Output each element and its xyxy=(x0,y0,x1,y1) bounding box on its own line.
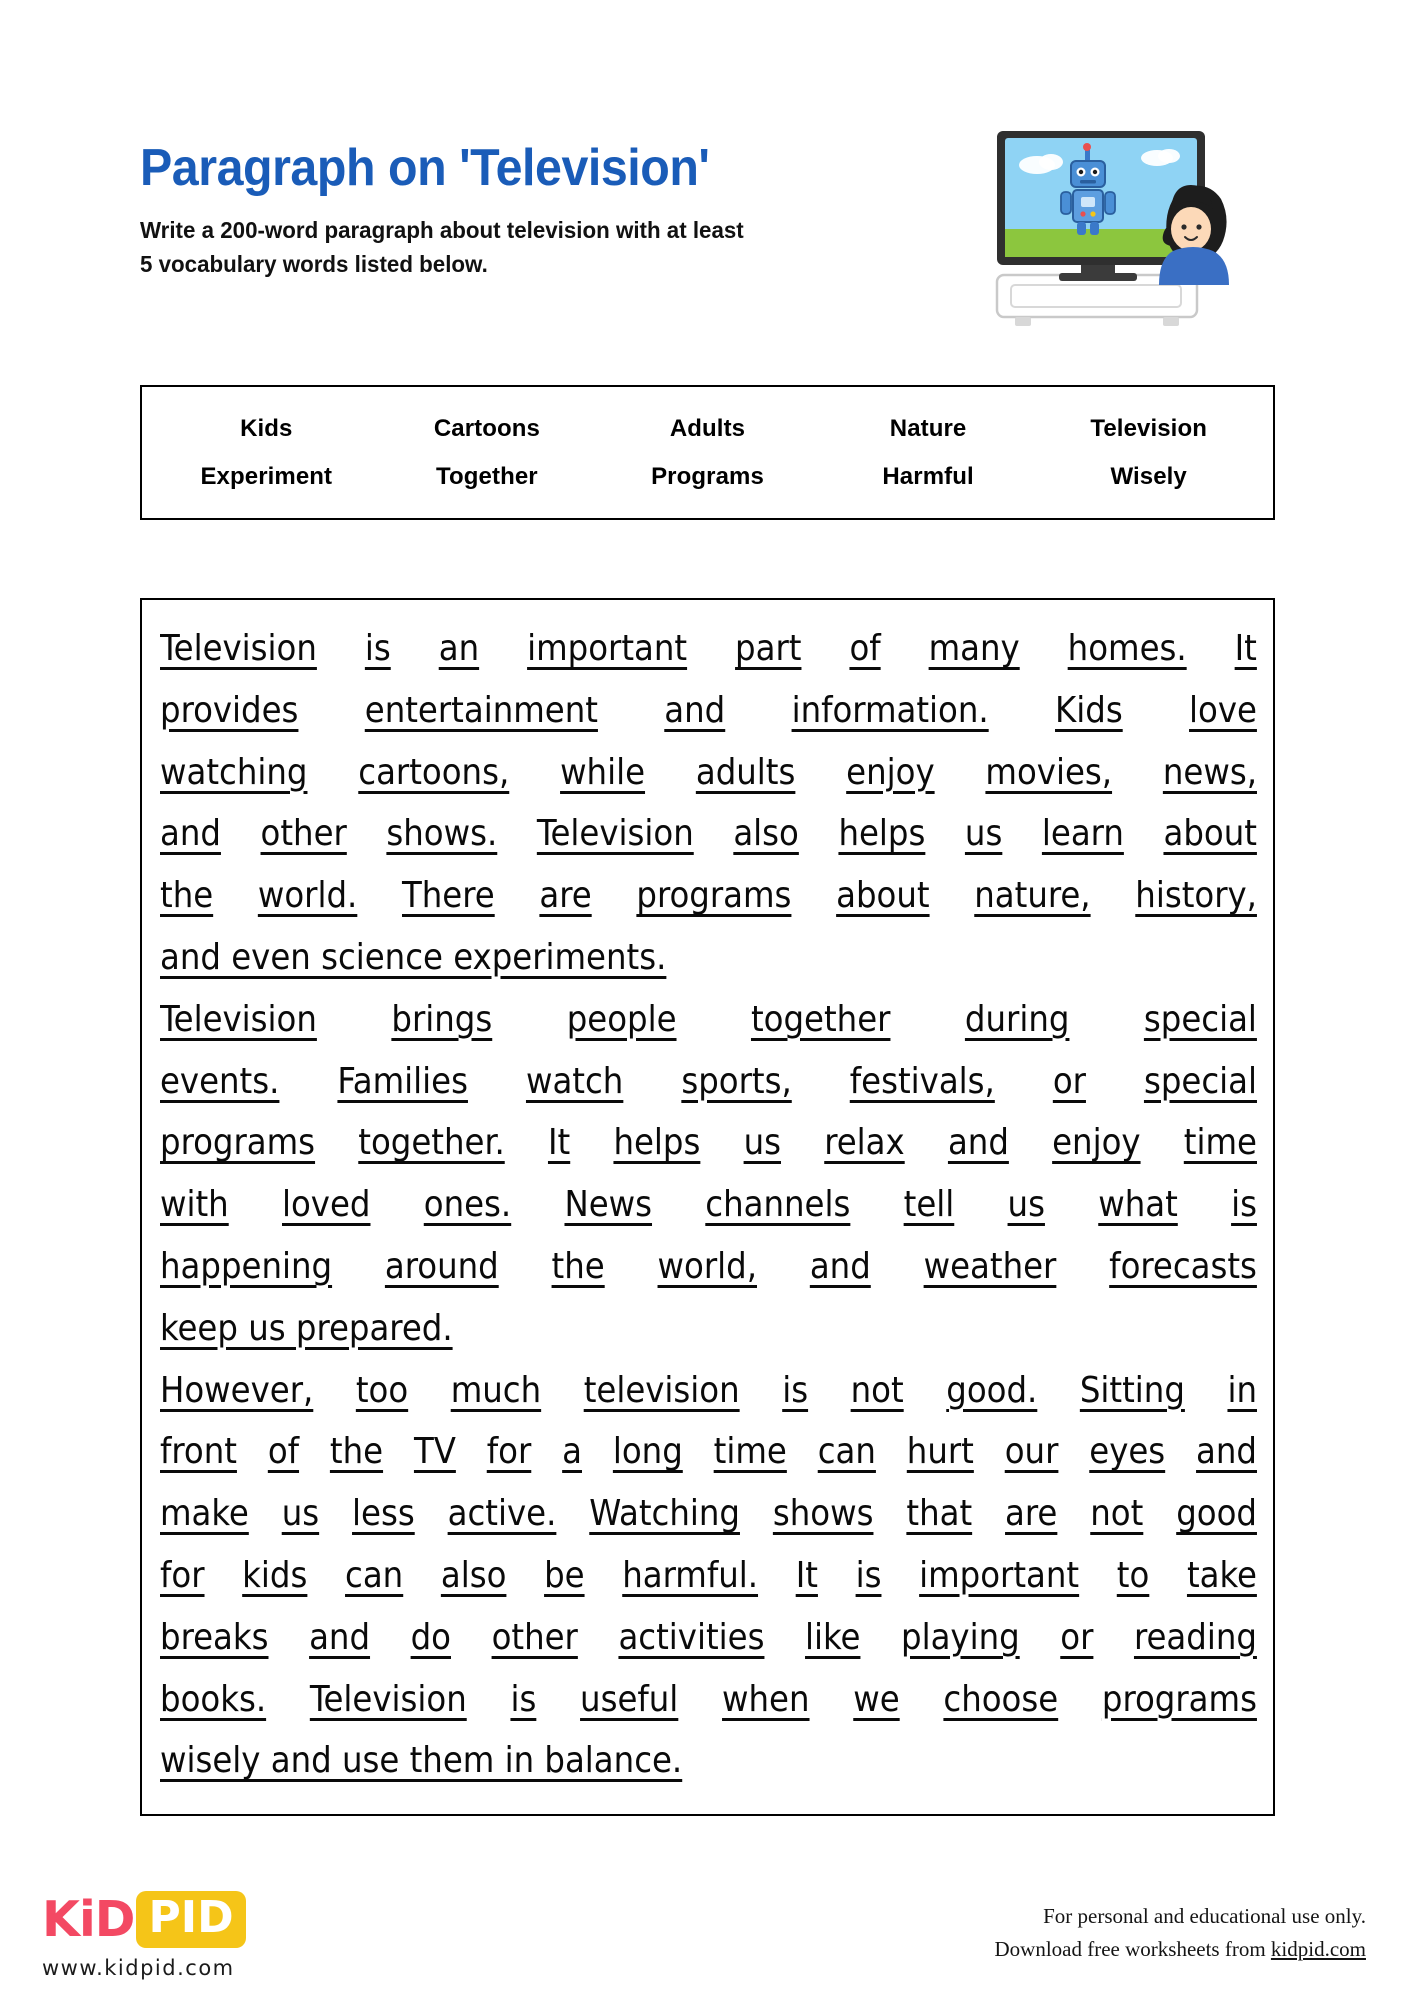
paragraph-word: and xyxy=(309,1616,371,1658)
paragraph-word: to xyxy=(1116,1554,1150,1596)
paragraph-line xyxy=(160,618,1257,680)
paragraph-word: about xyxy=(1163,813,1257,855)
paragraph-word: front xyxy=(160,1431,237,1473)
paragraph-word: playing xyxy=(901,1616,1020,1658)
paragraph-word: or xyxy=(1052,1060,1086,1102)
paragraph-line xyxy=(160,1112,1257,1174)
paragraph-word: homes. xyxy=(1067,628,1187,669)
paragraph-word: shows. xyxy=(386,813,498,855)
vocabulary-row xyxy=(142,415,1273,443)
paragraph-line xyxy=(160,1174,1257,1236)
paragraph-word: good xyxy=(1176,1493,1257,1535)
instructions-line-1: Write a 200-word paragraph about television with at least xyxy=(140,217,744,244)
paragraph-word: breaks xyxy=(160,1616,269,1658)
paragraph-word: Television xyxy=(309,1678,467,1720)
paragraph-word: are xyxy=(539,875,592,917)
paragraph-text xyxy=(160,618,1257,1792)
paragraph-word: harmful. xyxy=(622,1554,759,1596)
paragraph-line xyxy=(160,1483,1257,1545)
paragraph-word: Kids xyxy=(1055,689,1123,731)
paragraph-word: reading xyxy=(1133,1616,1257,1658)
instructions-line-2: 5 vocabulary words listed below. xyxy=(140,251,488,278)
paragraph-line xyxy=(160,989,1257,1051)
vocabulary-word: Experiment xyxy=(200,462,333,490)
paragraph-word: be xyxy=(544,1554,585,1596)
paragraph-word: an xyxy=(438,628,480,669)
paragraph-word: entertainment xyxy=(364,689,598,731)
paragraph-word: much xyxy=(450,1369,542,1411)
paragraph-word: shows xyxy=(772,1493,874,1535)
paragraph-word: is xyxy=(855,1554,882,1596)
paragraph-word: books. xyxy=(160,1678,267,1720)
paragraph-word: during xyxy=(964,998,1070,1040)
paragraph-word: provides xyxy=(160,689,299,731)
paragraph-word: together. xyxy=(358,1122,505,1164)
paragraph-word: TV xyxy=(413,1431,456,1473)
paragraph-word: sports, xyxy=(681,1060,792,1102)
paragraph-word: adults xyxy=(695,751,796,793)
paragraph-line xyxy=(160,1236,1257,1298)
television-illustration xyxy=(985,125,1255,340)
paragraph-word: choose xyxy=(943,1678,1059,1720)
paragraph-word: Sitting xyxy=(1079,1369,1185,1411)
paragraph-word: when xyxy=(722,1678,810,1720)
paragraph-word: special xyxy=(1143,998,1257,1040)
paragraph-word: what xyxy=(1098,1184,1178,1226)
paragraph-word: relax xyxy=(824,1122,905,1164)
paragraph-line xyxy=(160,1421,1257,1483)
paragraph-word: kids xyxy=(242,1554,308,1596)
paragraph-line xyxy=(160,1545,1257,1607)
paragraph-word: around xyxy=(384,1245,499,1287)
paragraph-word: television xyxy=(583,1369,740,1411)
paragraph-word: helps xyxy=(613,1122,701,1164)
paragraph-word: important xyxy=(919,1554,1080,1596)
paragraph-word: world, xyxy=(657,1245,757,1287)
vocabulary-word: Television xyxy=(1090,414,1207,442)
paragraph-word: ones. xyxy=(423,1184,512,1226)
paragraph-word: and xyxy=(160,813,221,855)
paragraph-word: like xyxy=(805,1616,861,1658)
paragraph-word: our xyxy=(1004,1431,1059,1473)
paragraph-word: also xyxy=(440,1554,507,1596)
paragraph-word: learn xyxy=(1041,813,1124,855)
paragraph-line xyxy=(160,1298,1257,1360)
paragraph-word: are xyxy=(1005,1493,1058,1535)
paragraph-word: in xyxy=(1227,1369,1257,1411)
paragraph-word: also xyxy=(733,813,799,855)
paragraph-line xyxy=(160,1360,1257,1422)
paragraph-word: time xyxy=(1183,1122,1257,1164)
paragraph-word: helps xyxy=(838,813,926,855)
paragraph-word: part xyxy=(735,628,802,669)
vocabulary-word: Adults xyxy=(669,414,746,442)
paragraph-word: tell xyxy=(903,1184,955,1226)
paragraph-word: other xyxy=(260,813,347,855)
page-instructions xyxy=(140,213,929,281)
paragraph-word: special xyxy=(1143,1060,1257,1102)
paragraph-line xyxy=(160,1669,1257,1731)
paragraph-word: together xyxy=(750,998,891,1040)
paragraph-word: do xyxy=(410,1616,451,1658)
paragraph-word: good. xyxy=(946,1369,1038,1411)
paragraph-word: us xyxy=(281,1493,320,1535)
paragraph-line xyxy=(160,1730,1257,1792)
paragraph-word: events. xyxy=(160,1060,280,1102)
paragraph-word: make xyxy=(160,1493,249,1535)
paragraph-word: It xyxy=(795,1554,818,1596)
paragraph-word: take xyxy=(1186,1554,1257,1596)
paragraph-word: not xyxy=(850,1369,904,1411)
paragraph-line xyxy=(160,1607,1257,1669)
paragraph-word: festivals, xyxy=(849,1060,995,1102)
paragraph-word: not xyxy=(1090,1493,1144,1535)
paragraph-word: forecasts xyxy=(1109,1245,1257,1287)
paragraph-word: keep us prepared. xyxy=(160,1307,453,1349)
paragraph-word: and xyxy=(809,1245,871,1287)
paragraph-word: activities xyxy=(618,1616,765,1658)
kidpid-link[interactable]: kidpid.com xyxy=(1270,1936,1366,1961)
paragraph-word: hurt xyxy=(906,1431,974,1473)
paragraph-word: other xyxy=(491,1616,578,1658)
vocabulary-word: Kids xyxy=(240,414,293,442)
paragraph-word: Television xyxy=(536,813,694,855)
paragraph-word: while xyxy=(560,751,646,793)
paragraph-word: world. xyxy=(257,875,358,917)
paragraph-answer-box[interactable] xyxy=(140,598,1275,1816)
paragraph-word: a xyxy=(562,1431,582,1473)
paragraph-word: and xyxy=(664,689,726,731)
paragraph-word: can xyxy=(817,1431,876,1473)
paragraph-word: with xyxy=(160,1184,229,1226)
paragraph-word: many xyxy=(928,628,1020,669)
paragraph-word: cartoons, xyxy=(358,751,510,793)
paragraph-word: useful xyxy=(580,1678,679,1720)
paragraph-word: us xyxy=(964,813,1003,855)
footer-note xyxy=(995,1900,1367,1965)
footer-download-line xyxy=(995,1933,1367,1966)
vocabulary-word: Programs xyxy=(651,462,764,490)
paragraph-word: for xyxy=(160,1554,205,1596)
paragraph-word: programs xyxy=(160,1122,316,1164)
paragraph-word: time xyxy=(713,1431,787,1473)
paragraph-word: brings xyxy=(391,998,493,1040)
paragraph-word: of xyxy=(849,628,881,669)
paragraph-word: Watching xyxy=(589,1493,740,1535)
footer-usage-line: For personal and educational use only. xyxy=(1043,1904,1366,1928)
paragraph-line xyxy=(160,680,1257,742)
vocabulary-word: Harmful xyxy=(882,462,974,490)
paragraph-word: is xyxy=(510,1678,537,1720)
paragraph-word: of xyxy=(267,1431,300,1473)
paragraph-word: and xyxy=(1196,1431,1257,1473)
paragraph-word: too xyxy=(355,1369,409,1411)
vocabulary-box xyxy=(140,385,1275,520)
paragraph-word: Television xyxy=(160,628,317,669)
paragraph-word: information. xyxy=(791,689,989,731)
paragraph-word: us xyxy=(743,1122,781,1164)
paragraph-word: about xyxy=(836,875,930,917)
paragraph-word: channels xyxy=(705,1184,851,1226)
paragraph-line xyxy=(160,1051,1257,1113)
paragraph-word: the xyxy=(329,1431,384,1473)
paragraph-word: us xyxy=(1007,1184,1045,1226)
paragraph-word: enjoy xyxy=(1052,1122,1141,1164)
paragraph-word: weather xyxy=(923,1245,1057,1287)
paragraph-word: It xyxy=(1234,628,1257,669)
paragraph-word: eyes xyxy=(1089,1431,1166,1473)
footer-download-text: Download free worksheets from xyxy=(994,1936,1266,1961)
paragraph-word: is xyxy=(364,628,391,669)
paragraph-word: that xyxy=(906,1493,973,1535)
paragraph-word: long xyxy=(612,1431,683,1473)
logo-website-url: www.kidpid.com xyxy=(42,1956,235,1980)
paragraph-word: It xyxy=(547,1122,571,1164)
paragraph-word: can xyxy=(345,1554,404,1596)
paragraph-word: people xyxy=(566,998,677,1040)
paragraph-word: history, xyxy=(1135,875,1257,917)
paragraph-word: watching xyxy=(160,751,308,793)
paragraph-word: programs xyxy=(636,875,792,917)
paragraph-word: news, xyxy=(1162,751,1257,793)
paragraph-line xyxy=(160,927,1257,989)
vocabulary-word: Nature xyxy=(889,414,967,442)
paragraph-word: important xyxy=(527,628,688,669)
logo-kid-text: KiD xyxy=(42,1890,135,1948)
paragraph-word: the xyxy=(160,875,214,917)
paragraph-word: less xyxy=(352,1493,415,1535)
paragraph-word: and even science experiments. xyxy=(160,936,667,978)
paragraph-line xyxy=(160,742,1257,804)
paragraph-line xyxy=(160,803,1257,865)
paragraph-word: or xyxy=(1060,1616,1094,1658)
paragraph-word: News xyxy=(564,1184,653,1226)
paragraph-word: Families xyxy=(337,1060,468,1102)
paragraph-word: nature, xyxy=(974,875,1091,917)
paragraph-word: love xyxy=(1189,689,1257,731)
paragraph-word: There xyxy=(402,875,495,917)
paragraph-word: active. xyxy=(447,1493,557,1535)
logo-mark xyxy=(42,1890,372,1948)
paragraph-word: and xyxy=(947,1122,1009,1164)
kidpid-logo xyxy=(42,1890,372,1980)
paragraph-word: Television xyxy=(160,998,317,1040)
vocabulary-word: Cartoons xyxy=(433,414,540,442)
paragraph-word: movies, xyxy=(985,751,1113,793)
paragraph-word: watch xyxy=(525,1060,624,1102)
paragraph-word: is xyxy=(782,1369,809,1411)
paragraph-word: enjoy xyxy=(846,751,935,793)
paragraph-word: loved xyxy=(282,1184,371,1226)
paragraph-word: However, xyxy=(160,1369,314,1411)
paragraph-word: for xyxy=(486,1431,532,1473)
paragraph-word: programs xyxy=(1101,1678,1257,1720)
paragraph-word: the xyxy=(551,1245,605,1287)
paragraph-word: we xyxy=(853,1678,900,1720)
paragraph-line xyxy=(160,865,1257,927)
page-title: Paragraph on 'Television' xyxy=(140,139,710,197)
vocabulary-word: Together xyxy=(436,462,538,490)
vocabulary-row xyxy=(142,463,1273,491)
logo-pid-text: PID xyxy=(136,1891,245,1948)
paragraph-word: wisely and use them in balance. xyxy=(160,1740,683,1782)
vocabulary-word: Wisely xyxy=(1110,462,1187,490)
paragraph-word: happening xyxy=(160,1245,333,1287)
paragraph-word: is xyxy=(1231,1184,1257,1226)
